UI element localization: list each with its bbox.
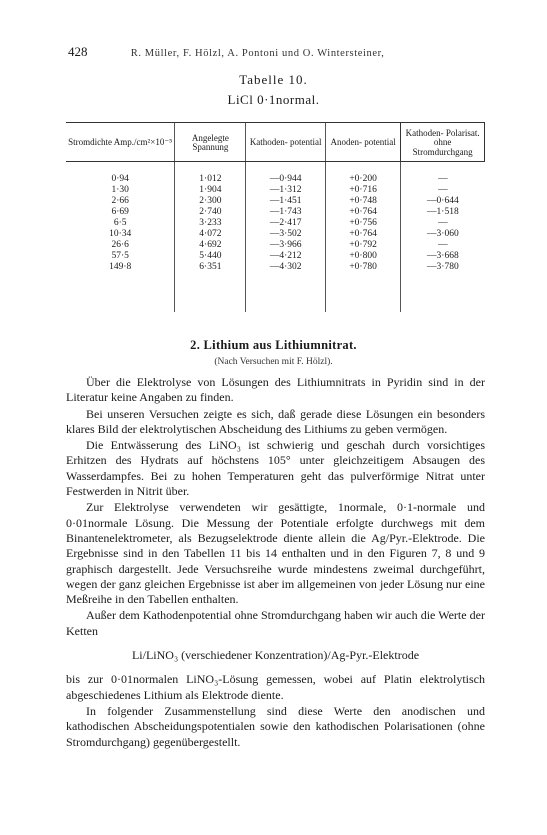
- table-cell: +0·792: [325, 240, 400, 251]
- table-row: [66, 185, 485, 196]
- table-cell: 57·5: [111, 250, 129, 261]
- table-cell: 6·5: [113, 217, 127, 228]
- table-row: [66, 251, 485, 262]
- table-cell: —: [401, 162, 485, 185]
- table-caption-number: Tabelle 10.: [239, 72, 308, 87]
- table-cell: +0·764: [325, 207, 400, 218]
- table-header-row: [66, 123, 485, 162]
- table-cell: —1·743: [246, 207, 326, 218]
- table-cell: —: [401, 240, 485, 251]
- table-cell: —3·502: [246, 229, 326, 240]
- data-table: [66, 122, 485, 312]
- table-cell: —1·312: [246, 185, 326, 196]
- column-header: Stromdichte Amp./cm²×10⁻⁵: [66, 123, 175, 162]
- table-cell: +0·200: [325, 162, 400, 185]
- table-cell: 3·233: [175, 218, 246, 229]
- table-cell: —3·668: [401, 251, 485, 262]
- table-cell: 2·740: [175, 207, 246, 218]
- table-cell: +0·756: [325, 218, 400, 229]
- table-cell: 1·904: [175, 185, 246, 196]
- paragraph: In folgender Zusammenstellung sind diese Werte den anodischen und kathodischen Abscheidungspotentialen sowie den kathodischen Polarisationen (ohne Stromdurchgang) gegenübergestellt.: [66, 703, 485, 749]
- body-text: [66, 375, 485, 751]
- column-header: Kathoden- potential: [246, 123, 326, 162]
- table-cell: 5·440: [175, 251, 246, 262]
- page-header: [68, 44, 488, 60]
- table-cell: 2·300: [175, 196, 246, 207]
- table-cell: 4·072: [175, 229, 246, 240]
- table-cell: +0·716: [325, 185, 400, 196]
- table-cell: —4·212: [246, 251, 326, 262]
- column-header: Angelegte Spannung: [175, 123, 246, 162]
- table-cell: 10·34: [109, 228, 132, 239]
- table-cell: +0·764: [325, 229, 400, 240]
- table-cell: —1·518: [401, 207, 485, 218]
- table-cell: 6·351: [175, 262, 246, 313]
- table-cell: —3·060: [401, 229, 485, 240]
- running-title: R. Müller, F. Hölzl, A. Pontoni und O. Wintersteiner,: [130, 48, 385, 59]
- table-cell: 4·692: [175, 240, 246, 251]
- table-row: [66, 196, 485, 207]
- section-subtitle: (Nach Versuchen mit F. Hölzl).: [214, 357, 333, 367]
- paragraph: bis zur 0·01normalen LiNO₃-Lösung gemessen, wobei auf Platin elektrolytisch abgeschiedenes Lithium als Elektrode diente.: [66, 672, 485, 702]
- paragraph: Über die Elektrolyse von Lösungen des Lithiumnitrats in Pyridin sind in der Literatur keine Angaben zu finden.: [66, 375, 485, 405]
- table-cell: —2·417: [246, 218, 326, 229]
- paragraph: Die Entwässerung des LiNO₃ ist schwierig und geschah durch vorsichtiges Erhitzen des Hydrats auf höchstens 105° unter gleichzeitigem Absaugen des Wasserdampfes. Bei zu hohen Temperaturen geht das pulverförmige Nitrat unter Festwerden in Nitrit über.: [66, 438, 485, 499]
- table-row: [66, 262, 485, 313]
- table-cell: —: [401, 185, 485, 196]
- table-row: [66, 240, 485, 251]
- column-header: Anoden- potential: [325, 123, 400, 162]
- table-cell: 149·8: [109, 261, 132, 272]
- table-row: [66, 162, 485, 185]
- table-cell: 1·012: [175, 162, 246, 185]
- table-cell: —: [401, 218, 485, 229]
- table-cell: +0·748: [325, 196, 400, 207]
- paragraph: Bei unseren Versuchen zeigte es sich, daß gerade diese Lösungen ein besonders klares Bild der elektrolytischen Abscheidung des Lithiums zu geben vermögen.: [66, 406, 485, 436]
- table-caption-subtitle: LiCl 0·1normal.: [227, 92, 320, 107]
- table-cell: —3·780: [401, 262, 485, 313]
- table-cell: 0·94: [111, 174, 129, 185]
- formula: Li/LiNO₃ (verschiedener Konzentration)/Ag-Pyr.-Elektrode: [131, 648, 420, 663]
- table-row: [66, 218, 485, 229]
- table-cell: —0·644: [401, 196, 485, 207]
- table-cell: 2·66: [111, 196, 129, 207]
- table-cell: +0·780: [325, 262, 400, 313]
- page-number: 428: [68, 44, 88, 59]
- paragraph: Außer dem Kathodenpotential ohne Stromdurchgang haben wir auch die Werte der Ketten: [66, 608, 485, 638]
- column-header: Kathoden- Polarisat. ohne Stromdurchgang: [401, 123, 485, 162]
- paragraph: Zur Elektrolyse verwendeten wir gesättigte, 1normale, 0·1-normale und 0·01normale Lösung. Die Messung der Potentiale erfolgte durchwegs mit dem Binantenelektrometer, als Bezugselektrode diente allein die Ag/Pyr.-Elektrode. Die Ergebnisse sind in den Tabellen 11 bis 14 enthalten und in den Figuren 7, 8 und 9 graphisch dargestellt. Jede Versuchsreihe wurde mindestens zweimal durchgeführt, wegen der ganz gleichen Ergebnisse ist aber im allgemeinen von jeder Lösung nur eine Meßreihe in den Tabellen enthalten.: [66, 500, 485, 607]
- section-title: 2. Lithium aus Lithiumnitrat.: [190, 338, 357, 352]
- table-cell: 26·6: [111, 239, 129, 250]
- table-cell: 6·69: [111, 207, 129, 218]
- table-cell: —1·451: [246, 196, 326, 207]
- table-row: [66, 229, 485, 240]
- table-cell: —3·966: [246, 240, 326, 251]
- table-row: [66, 207, 485, 218]
- table-cell: 1·30: [111, 185, 129, 196]
- table-cell: +0·800: [325, 251, 400, 262]
- table-cell: —0·944: [246, 162, 326, 185]
- table-cell: —4·302: [246, 262, 326, 313]
